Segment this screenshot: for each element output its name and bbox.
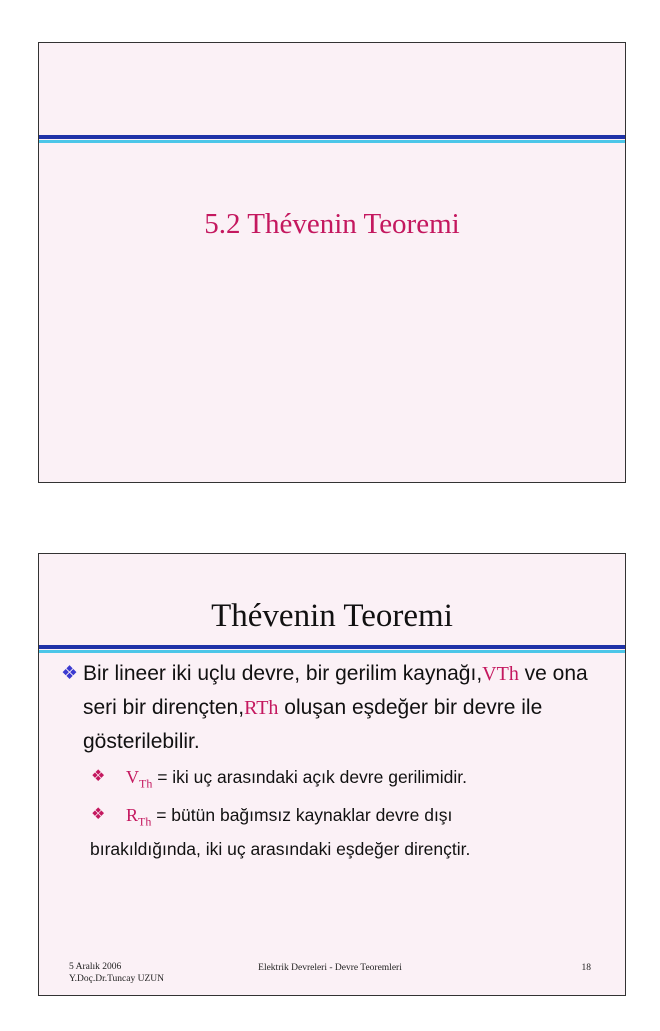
sub-item-vth	[71, 763, 609, 798]
header-rule-light	[39, 650, 625, 653]
footer-course: Elektrik Devreleri - Devre Teoremleri	[258, 963, 402, 973]
bullet-text-1: Bir lineer iki uçlu devre, bir gerilim kaynağı,	[83, 662, 483, 685]
symbol-subscript: Th	[139, 776, 153, 791]
bullet-text-3: oluşan eşdeğer bir devre ile gösterilebilir.	[83, 696, 543, 753]
header-rule-dark	[39, 135, 625, 139]
sub-item-text: = bütün bağımsız kaynaklar devre dışı	[151, 804, 453, 825]
symbol-letter: R	[126, 804, 139, 825]
vth-symbol	[126, 767, 153, 791]
vth-label: VTh	[482, 663, 519, 685]
symbol-letter: V	[126, 767, 139, 787]
main-bullet	[61, 657, 609, 758]
slide-body	[61, 657, 609, 866]
sub-list	[61, 763, 609, 863]
footer-page-number: 18	[581, 963, 591, 973]
header-rule-light	[39, 140, 625, 143]
sub-item-rth	[71, 801, 609, 864]
header-rule-dark	[39, 645, 625, 649]
sub-item-text: = iki uç arasındaki açık devre gerilimidir.	[152, 767, 467, 787]
slide-1	[38, 42, 626, 483]
diamond-bullet-icon: ❖	[91, 805, 106, 823]
diamond-bullet-icon: ❖	[61, 663, 79, 684]
sub-item-continuation: bırakıldığında, iki uç arasındaki eşdeğer dirençtir.	[90, 839, 471, 860]
symbol-subscript: Th	[138, 814, 152, 829]
section-title: 5.2 Thévenin Teoremi	[204, 208, 460, 240]
diamond-bullet-icon: ❖	[91, 768, 106, 785]
slide-2	[38, 553, 626, 996]
rth-label: RTh	[244, 697, 279, 719]
slide-title: Thévenin Teoremi	[211, 598, 453, 634]
footer-author: Y.Doç.Dr.Tuncay UZUN	[69, 974, 164, 984]
rth-symbol	[126, 804, 152, 829]
footer-date: 5 Aralık 2006	[69, 962, 122, 972]
bullet-text-2: ve ona seri bir dirençten,	[83, 662, 588, 719]
